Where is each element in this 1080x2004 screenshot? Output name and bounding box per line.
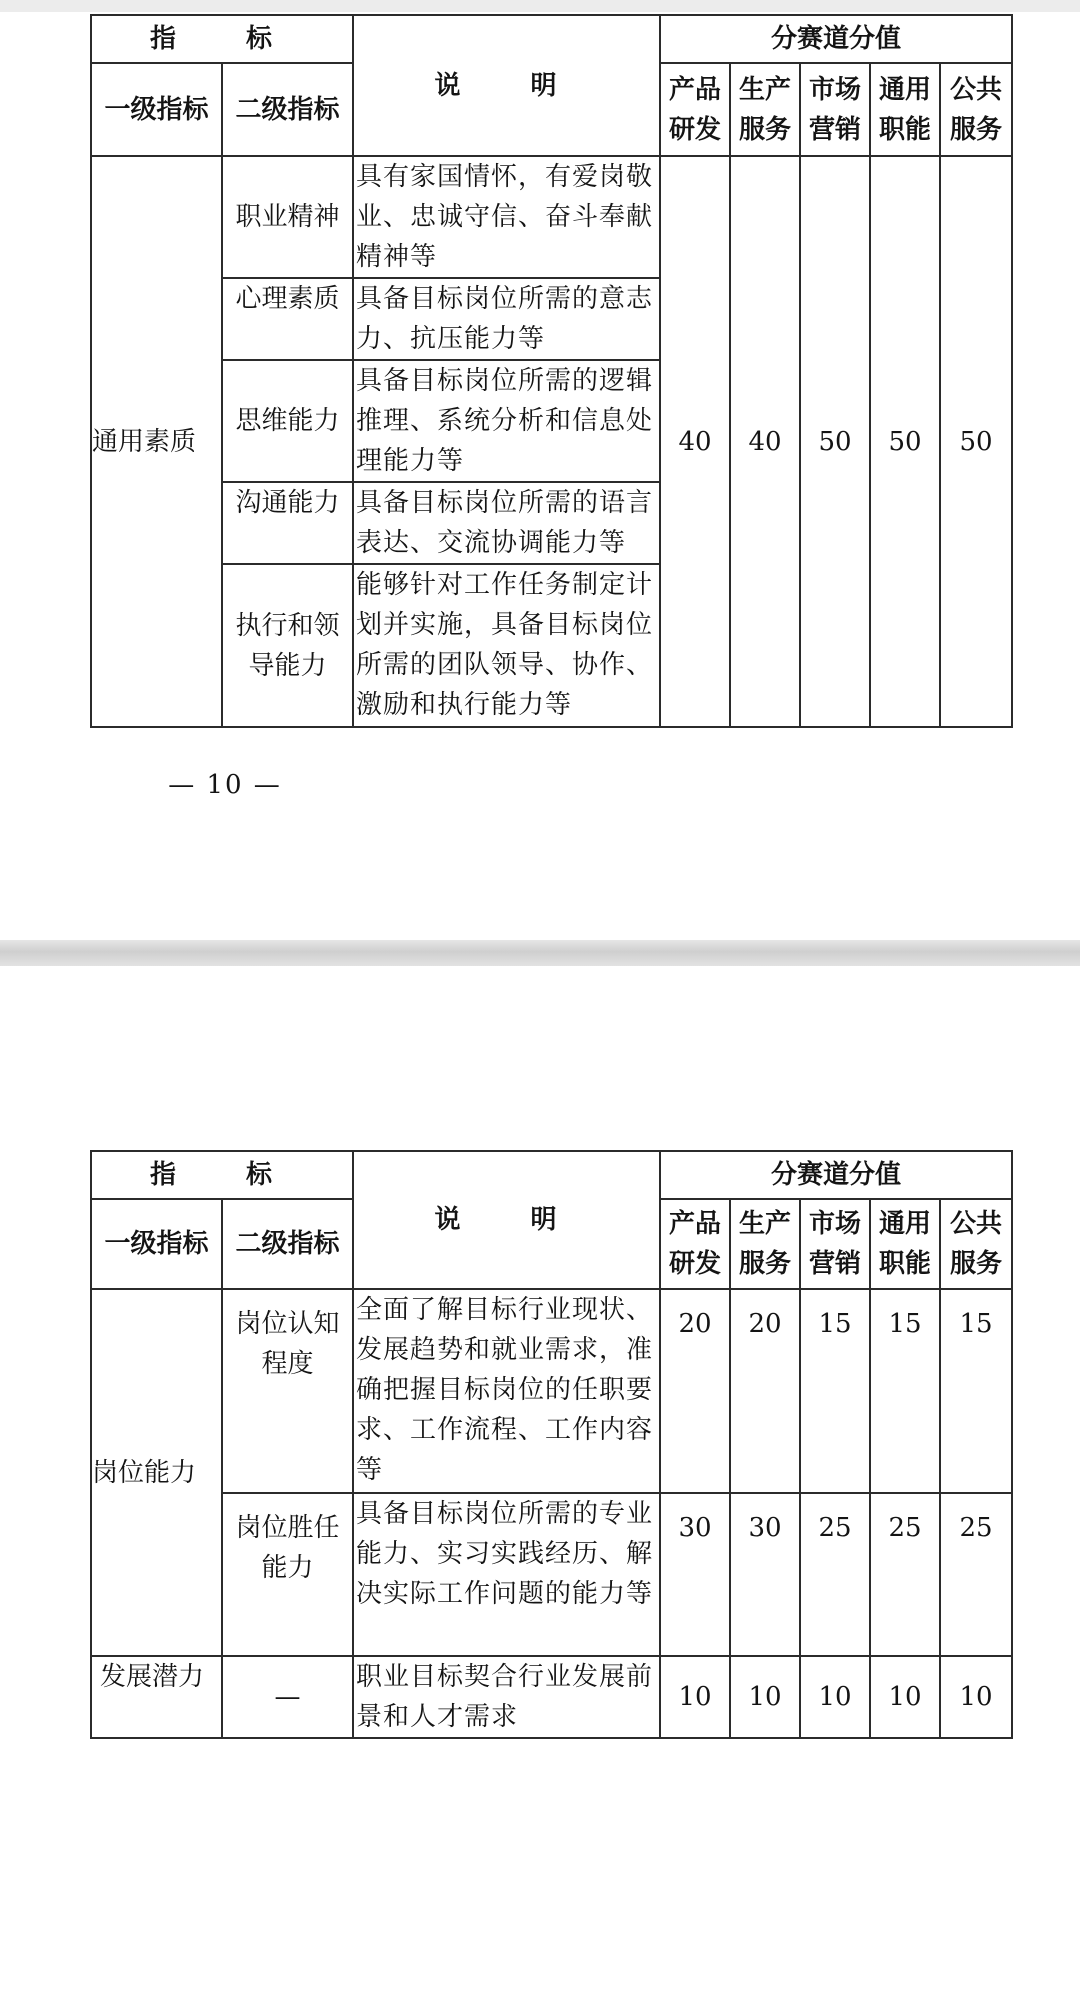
score-marketing: 10 bbox=[800, 1656, 870, 1738]
sub-indicator: 心理素质 bbox=[222, 278, 353, 360]
score-production: 10 bbox=[730, 1656, 800, 1738]
category-general-quality: 通用素质 bbox=[91, 156, 222, 727]
description: 具备目标岗位所需的语言表达、交流协调能力等 bbox=[353, 482, 660, 564]
score-marketing: 50 bbox=[800, 156, 870, 727]
header-level2: 二级指标 bbox=[222, 1199, 353, 1289]
score-public: 15 bbox=[940, 1289, 1012, 1493]
page-separator bbox=[0, 940, 1080, 966]
score-rd: 20 bbox=[660, 1289, 730, 1493]
header-track-marketing: 市场 营销 bbox=[800, 63, 870, 156]
scoring-table-page-11 bbox=[90, 1150, 1013, 1739]
score-general: 50 bbox=[870, 156, 940, 727]
score-production: 30 bbox=[730, 1493, 800, 1656]
header-explain: 说 明 bbox=[353, 1151, 660, 1289]
score-general: 15 bbox=[870, 1289, 940, 1493]
header-track-production: 生产 服务 bbox=[730, 1199, 800, 1289]
header-track-public: 公共 服务 bbox=[940, 1199, 1012, 1289]
sub-indicator: 岗位胜任能力 bbox=[222, 1493, 353, 1656]
header-indicator: 指 标 bbox=[91, 15, 353, 63]
score-general: 25 bbox=[870, 1493, 940, 1656]
header-track-rd: 产品 研发 bbox=[660, 1199, 730, 1289]
category-job-ability: 岗位能力 bbox=[91, 1289, 222, 1656]
header-indicator: 指 标 bbox=[91, 1151, 353, 1199]
header-track-general: 通用 职能 bbox=[870, 1199, 940, 1289]
header-track-rd: 产品 研发 bbox=[660, 63, 730, 156]
header-level1: 一级指标 bbox=[91, 63, 222, 156]
score-rd: 40 bbox=[660, 156, 730, 727]
scoring-table-page-10 bbox=[90, 14, 1013, 728]
score-rd: 30 bbox=[660, 1493, 730, 1656]
score-general: 10 bbox=[870, 1656, 940, 1738]
header-track-general: 通用 职能 bbox=[870, 63, 940, 156]
description: 具有家国情怀，有爱岗敬业、忠诚守信、奋斗奉献精神等 bbox=[353, 156, 660, 278]
description: 职业目标契合行业发展前景和人才需求 bbox=[353, 1656, 660, 1738]
header-level1: 一级指标 bbox=[91, 1199, 222, 1289]
sub-indicator: 职业精神 bbox=[222, 156, 353, 278]
sub-indicator: — bbox=[222, 1656, 353, 1738]
sub-indicator: 思维能力 bbox=[222, 360, 353, 482]
header-level2: 二级指标 bbox=[222, 63, 353, 156]
score-marketing: 15 bbox=[800, 1289, 870, 1493]
description: 具备目标岗位所需的逻辑推理、系统分析和信息处 理能力等 bbox=[353, 360, 660, 482]
description: 全面了解目标行业现状、发展趋势和就业需求，准确把握目标岗位的任职要求、工作流程、工作内容等 bbox=[353, 1289, 660, 1493]
score-rd: 10 bbox=[660, 1656, 730, 1738]
header-track-production: 生产 服务 bbox=[730, 63, 800, 156]
description: 具备目标岗位所需的专业能力、实习实践经历、解决实际工作问题的能力等 bbox=[353, 1493, 660, 1656]
header-track-scores: 分赛道分值 bbox=[660, 15, 1012, 63]
score-public: 10 bbox=[940, 1656, 1012, 1738]
score-public: 50 bbox=[940, 156, 1012, 727]
score-public: 25 bbox=[940, 1493, 1012, 1656]
description: 具备目标岗位所需的意志力、抗压能力等 bbox=[353, 278, 660, 360]
header-track-scores: 分赛道分值 bbox=[660, 1151, 1012, 1199]
description: 能够针对工作任务制定计划并实施，具备目标岗位所需的团队领导、协作、激励和执行能力等 bbox=[353, 564, 660, 727]
header-track-marketing: 市场 营销 bbox=[800, 1199, 870, 1289]
page-top-edge bbox=[0, 0, 1080, 12]
header-track-public: 公共 服务 bbox=[940, 63, 1012, 156]
category-development-potential: 发展潜力 bbox=[91, 1656, 222, 1738]
page-number: — 10 — bbox=[168, 770, 282, 800]
header-explain: 说 明 bbox=[353, 15, 660, 156]
sub-indicator: 执行和领导能力 bbox=[222, 564, 353, 727]
score-production: 20 bbox=[730, 1289, 800, 1493]
score-marketing: 25 bbox=[800, 1493, 870, 1656]
sub-indicator: 岗位认知程度 bbox=[222, 1289, 353, 1493]
score-production: 40 bbox=[730, 156, 800, 727]
sub-indicator: 沟通能力 bbox=[222, 482, 353, 564]
